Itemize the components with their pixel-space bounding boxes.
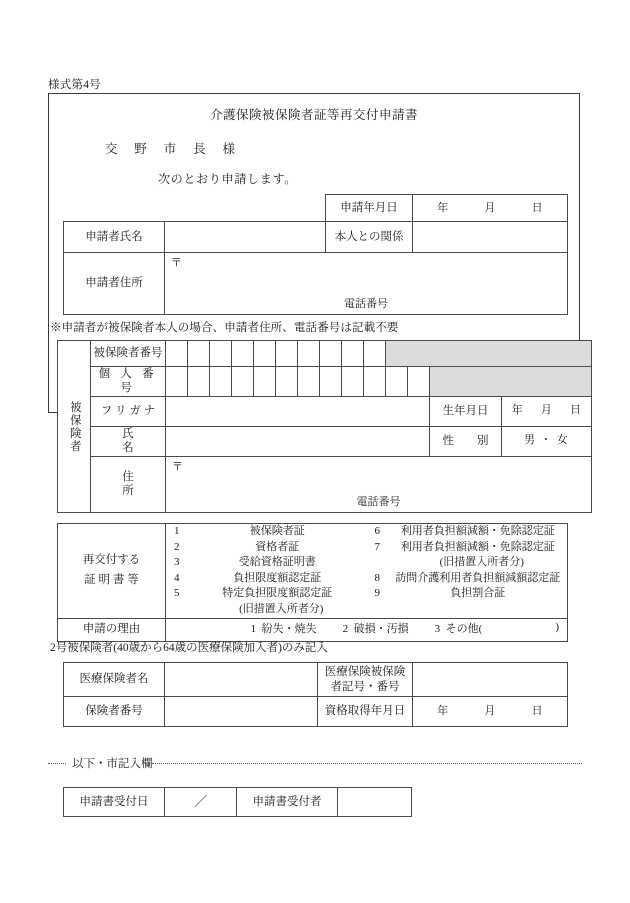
divider-dots-left xyxy=(48,763,66,764)
option-label: 破損・汚損 xyxy=(353,622,409,635)
birthdate-field[interactable] xyxy=(502,396,592,426)
option-number: 3 xyxy=(174,556,180,569)
insured-address-field[interactable] xyxy=(166,456,592,512)
table-row xyxy=(58,396,592,426)
applicant-tel-label: 電話番号 xyxy=(344,298,388,311)
applicant-name-field[interactable] xyxy=(165,222,326,253)
personal-number-cell[interactable] xyxy=(320,367,342,397)
applicant-address-field[interactable] xyxy=(165,253,568,315)
option-number: 1 xyxy=(250,622,257,635)
option-number: 7 xyxy=(374,540,380,553)
option-number: 8 xyxy=(374,571,380,584)
furigana-field[interactable] xyxy=(166,396,430,426)
option-number: 3 xyxy=(434,622,441,635)
no2-insured-note: 2号被保険者(40歳から64歳の医療保険加入者)のみ記入 xyxy=(50,642,328,654)
insured-number-cell[interactable] xyxy=(342,341,364,367)
personal-number-label: 個 人 番 号 xyxy=(91,367,166,397)
certificate-option[interactable] xyxy=(166,540,367,556)
insured-address-label xyxy=(91,456,169,512)
insured-number-cell[interactable] xyxy=(188,341,210,367)
certificates-label xyxy=(58,524,166,619)
insured-name-label-text: 氏 名 xyxy=(122,427,169,455)
option-number: 1 xyxy=(174,525,180,537)
month-unit: 月 xyxy=(484,201,496,214)
reason-option[interactable] xyxy=(343,623,409,635)
certificate-option[interactable] xyxy=(367,586,568,602)
postal-mark-icon: 〒 xyxy=(171,257,182,269)
reason-label: 申請の理由 xyxy=(58,618,166,641)
divider-dots-right xyxy=(152,763,582,764)
insured-number-cell[interactable] xyxy=(232,341,254,367)
insured-name-label xyxy=(91,426,169,456)
personal-number-shaded-area xyxy=(430,367,592,397)
receiver-field[interactable] xyxy=(338,788,412,817)
option-sublabel: (旧措置入所者分) xyxy=(239,603,324,616)
furigana-label: フ リ ガ ナ xyxy=(91,396,166,426)
addressee-label: 交 野 市 長 様 xyxy=(105,142,242,156)
personal-number-cell[interactable] xyxy=(386,367,408,397)
table-row xyxy=(58,367,592,397)
applicant-relation-field[interactable] xyxy=(413,222,568,253)
certificate-option[interactable] xyxy=(166,555,367,571)
applicant-table xyxy=(63,221,568,315)
insured-number-label: 被保険者番号 xyxy=(91,341,166,367)
table-row xyxy=(58,524,568,619)
certificate-option[interactable] xyxy=(367,540,568,556)
table-row xyxy=(58,456,592,512)
table-row xyxy=(64,222,568,253)
certificate-option[interactable] xyxy=(166,586,367,602)
statement-text: 次のとおり申請します。 xyxy=(158,172,297,186)
table-row xyxy=(64,697,568,727)
certificate-option[interactable] xyxy=(367,524,568,540)
option-label: 負担割合証 xyxy=(450,587,506,600)
insured-section-label-text: 被保険者 xyxy=(68,400,81,453)
day-unit: 日 xyxy=(531,704,543,717)
personal-number-cell[interactable] xyxy=(254,367,276,397)
application-date-table xyxy=(325,194,568,223)
insured-section-label xyxy=(58,341,91,513)
certificate-option[interactable] xyxy=(166,524,367,540)
reason-other-close-paren: ) xyxy=(555,620,559,633)
application-date-label: 申請年月日 xyxy=(326,195,413,223)
application-date-field[interactable] xyxy=(413,195,568,223)
personal-number-cell[interactable] xyxy=(276,367,298,397)
table-row xyxy=(326,195,568,223)
personal-number-cell[interactable] xyxy=(232,367,254,397)
option-number: 2 xyxy=(342,622,349,635)
option-label: 受給資格証明書 xyxy=(238,556,316,569)
option-label: 特定負担限度額認定証 xyxy=(222,587,333,600)
year-unit: 年 xyxy=(511,404,523,417)
receipt-date-field[interactable]: ／ xyxy=(165,788,237,817)
personal-number-cell[interactable] xyxy=(166,367,188,397)
sex-options[interactable]: 男 ・ 女 xyxy=(502,426,592,456)
medical-insurer-name-field[interactable] xyxy=(165,663,318,697)
option-number: 5 xyxy=(174,587,180,600)
city-section-divider xyxy=(48,757,582,771)
insured-number-cell[interactable] xyxy=(298,341,320,367)
table-row xyxy=(64,253,568,315)
receiver-label: 申請書受付者 xyxy=(237,788,338,817)
insured-number-cell[interactable] xyxy=(254,341,276,367)
insured-number-cell[interactable] xyxy=(166,341,188,367)
divider-label: 以下・市記入欄 xyxy=(70,755,155,771)
personal-number-cell[interactable] xyxy=(298,367,320,397)
applicant-relation-label: 本人との関係 xyxy=(326,222,413,253)
certificates-table xyxy=(57,523,568,642)
personal-number-cell[interactable] xyxy=(210,367,232,397)
certificates-label-line1: 再交付する xyxy=(82,554,141,567)
medical-insurer-number-field[interactable] xyxy=(165,697,318,727)
personal-number-cell[interactable] xyxy=(188,367,210,397)
applicant-name-label: 申請者氏名 xyxy=(64,222,165,253)
insured-address-label-text: 住 所 xyxy=(122,470,169,498)
day-unit: 日 xyxy=(531,201,543,214)
receipt-date-label: 申請書受付日 xyxy=(64,788,165,817)
table-row xyxy=(58,426,592,456)
option-number: 6 xyxy=(374,525,380,537)
medical-insurance-table xyxy=(63,662,568,727)
insured-number-cell[interactable] xyxy=(276,341,298,367)
insured-person-table xyxy=(57,340,592,513)
reason-options xyxy=(166,618,568,641)
option-label: 訪問介護利用者負担額減額認定証 xyxy=(395,571,561,584)
table-row xyxy=(58,341,592,367)
applicant-note: ※申請者が被保険者本人の場合、申請者住所、電話番号は記載不要 xyxy=(50,322,399,334)
insured-number-cell[interactable] xyxy=(210,341,232,367)
postal-mark-icon: 〒 xyxy=(172,460,183,473)
reason-option[interactable] xyxy=(251,623,317,635)
option-label: 紛失・焼失 xyxy=(261,622,317,635)
city-use-table xyxy=(63,787,412,817)
option-number: 4 xyxy=(174,571,180,584)
option-label: 利用者負担額減額・免除認定証 xyxy=(400,540,555,553)
applicant-address-label: 申請者住所 xyxy=(64,253,165,315)
table-row xyxy=(58,618,568,641)
option-label: その他( xyxy=(445,622,483,635)
certificates-options xyxy=(166,524,568,619)
medical-symbol-number-field[interactable] xyxy=(413,663,568,697)
option-label: 被保険者証 xyxy=(249,525,305,537)
month-unit: 月 xyxy=(540,404,553,417)
option-label: 資格者証 xyxy=(255,540,300,553)
insured-name-field[interactable] xyxy=(166,426,430,456)
acquire-date-label: 資格取得年月日 xyxy=(318,697,413,727)
year-unit: 年 xyxy=(437,704,449,717)
year-unit: 年 xyxy=(437,201,449,214)
option-label: 負担限度額認定証 xyxy=(233,571,322,584)
reason-option[interactable] xyxy=(435,623,483,635)
certificate-option[interactable] xyxy=(367,571,568,587)
personal-number-cell[interactable] xyxy=(342,367,364,397)
birthdate-label: 生年月日 xyxy=(430,396,502,426)
certificate-option[interactable] xyxy=(166,571,367,587)
medical-symbol-number-label xyxy=(318,663,413,697)
option-number: 2 xyxy=(174,540,180,553)
medical-symbol-number-label-line2: 者記号・番号 xyxy=(330,680,400,693)
month-unit: 月 xyxy=(484,704,496,717)
table-row xyxy=(64,788,412,817)
medical-insurer-number-label: 保険者番号 xyxy=(64,697,165,727)
insured-number-cell[interactable] xyxy=(364,341,386,367)
medical-insurer-name-label: 医療保険者名 xyxy=(64,663,165,697)
option-number: 9 xyxy=(374,587,380,600)
sex-label: 性 別 xyxy=(430,426,502,456)
insured-tel-label: 電話番号 xyxy=(356,496,401,508)
insured-number-cell[interactable] xyxy=(320,341,342,367)
table-row xyxy=(64,663,568,697)
option-label: 利用者負担額減額・免除認定証 xyxy=(400,525,555,537)
page-title: 介護保険被保険者証等再交付申請書 xyxy=(209,108,418,122)
day-unit: 日 xyxy=(570,404,582,417)
medical-symbol-number-label-line1: 医療保険被保険 xyxy=(324,666,406,679)
acquire-date-field[interactable] xyxy=(413,697,568,727)
personal-number-cell[interactable] xyxy=(364,367,386,397)
insured-number-shaded-area xyxy=(386,341,592,367)
certificates-label-line2: 証 明 書 等 xyxy=(84,573,139,586)
form-number: 様式第4号 xyxy=(48,79,101,91)
option-sublabel: (旧措置入所者分) xyxy=(439,556,524,569)
personal-number-cell[interactable] xyxy=(408,367,430,397)
